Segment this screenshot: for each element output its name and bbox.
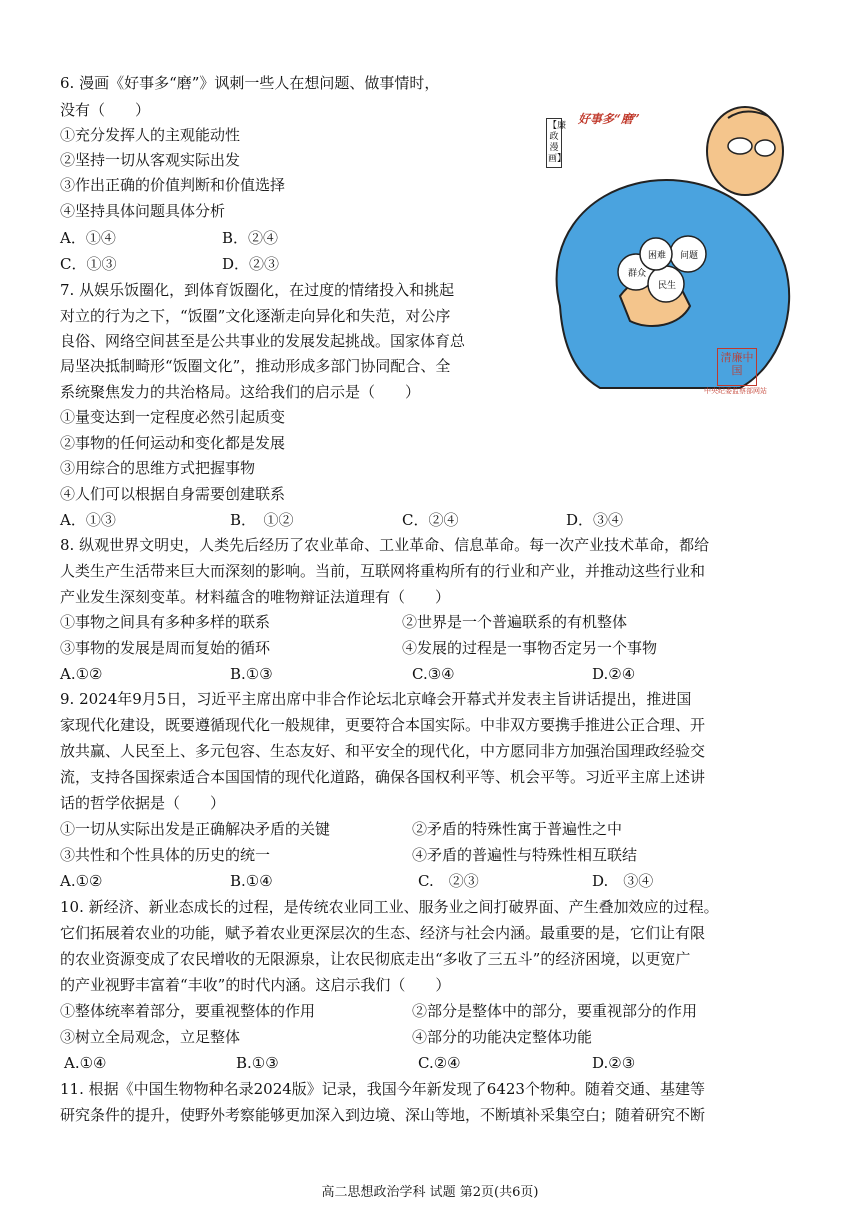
q10-choice-a: A.①④ [64,1054,107,1072]
q7-option-3: ③用综合的思维方式把握事物 [60,459,256,477]
q8-choice-a: A.①② [60,665,103,683]
q6-option-3: ③作出正确的价值判断和价值选择 [60,176,286,194]
q11-stem-line-1: 11. 根据《中国生物物种名录2024版》记录，我国今年新发现了6423个物种。随着交通、基建等 [60,1080,705,1098]
q6-stem-line-2: 没有（ ） [60,101,151,119]
q10-stem-line-4: 的产业视野丰富着“丰收”的时代内涵。这启示我们（ ） [60,976,451,994]
cartoon-title: 好事多“磨” [578,112,640,126]
q9-stem-line-4: 流，支持各国探索适合本国国情的现代化道路，确保各国权利平等、机会平等。习近平主席上述讲 [60,768,706,786]
q10-option-4: ④部分的功能决定整体功能 [412,1028,593,1046]
q11-stem-line-2: 研究条件的提升，使野外考察能够更加深入到边境、深山等地，不断填补采集空白；随着研究不断 [60,1106,706,1124]
q9-stem-line-1: 9. 2024年9月5日，习近平主席出席中非合作论坛北京峰会开幕式并发表主旨讲话提出，推进国 [60,690,692,708]
q6-stem-line-1: 6. 漫画《好事多“磨”》讽刺一些人在想问题、做事情时， [60,74,440,92]
q9-stem-line-5: 话的哲学依据是（ ） [60,794,226,812]
q9-option-3: ③共性和个性具体的历史的统一 [60,846,271,864]
q10-choice-c: C.②④ [418,1054,461,1072]
q6-choice-a: A．①④ [60,229,116,247]
q10-stem-line-2: 它们拓展着农业的功能，赋予着农业更深层次的生态、经济与社会内涵。最重要的是，它们让有限 [60,924,706,942]
q8-option-2: ②世界是一个普遍联系的有机整体 [402,613,628,631]
ball-label-2: 问题 [680,251,699,261]
q10-option-1: ①整体统率着部分，要重视整体的作用 [60,1002,316,1020]
q8-choice-b: B.①③ [230,665,273,683]
q6-choice-d: D．②③ [222,255,280,273]
q7-choice-a: A．①③ [60,511,116,529]
q10-stem-line-1: 10. 新经济、新业态成长的过程，是传统农业同工业、服务业之间打破界面、产生叠加效应的过程。 [60,898,719,916]
q8-option-4: ④发展的过程是一事物否定另一个事物 [402,639,658,657]
q8-option-3: ③事物的发展是周而复始的循环 [60,639,271,657]
q9-stem-line-3: 放共赢、人民至上、多元包容、生态友好、和平安全的现代化，中方愿同非方加强治国理政经验交 [60,742,706,760]
q6-option-2: ②坚持一切从客观实际出发 [60,151,241,169]
ball-label-3: 民生 [658,281,677,291]
q7-option-1: ①量变达到一定程度必然引起质变 [60,408,286,426]
ball-label-4: 困难 [648,251,667,261]
q9-option-4: ④矛盾的普遍性与特殊性相互联结 [412,846,638,864]
q8-stem-line-3: 产业发生深刻变革。材料蕴含的唯物辩证法道理有（ ） [60,588,451,606]
q7-stem-line-3: 良俗、网络空间甚至是公共事业的发展发起挑战。国家体育总 [60,332,466,350]
cartoon-illustration [540,96,808,396]
q6-choice-c: C．①③ [60,255,117,273]
q8-choice-d: D.②④ [592,665,636,683]
q10-choice-b: B.①③ [236,1054,279,1072]
cartoon-side-tag: 【廉政漫画】 [546,118,562,168]
q7-choice-d: D．③④ [566,511,624,529]
q7-stem-line-5: 系统聚焦发力的共治格局。这给我们的启示是（ ） [60,383,421,401]
q7-stem-line-1: 7. 从娱乐饭圈化，到体育饭圈化，在过度的情绪投入和挑起 [60,281,455,299]
q9-option-1: ①一切从实际出发是正确解决矛盾的关键 [60,820,331,838]
q6-choice-b: B．②④ [222,229,279,247]
q7-option-2: ②事物的任何运动和变化都是发展 [60,434,286,452]
cartoon-stamp: 清廉中国 [717,348,757,386]
q8-option-1: ①事物之间具有多种多样的联系 [60,613,271,631]
q8-choice-c: C.③④ [412,665,455,683]
q7-stem-line-2: 对立的行为之下，“饭圈”文化逐渐走向异化和失范，对公序 [60,307,451,325]
cartoon-stamp-caption: 中央纪委监察部网站 [704,387,767,395]
q10-option-2: ②部分是整体中的部分，要重视部分的作用 [412,1002,698,1020]
q6-option-1: ①充分发挥人的主观能动性 [60,126,241,144]
q6-option-4: ④坚持具体问题具体分析 [60,202,226,220]
q10-stem-line-3: 的农业资源变成了农民增收的无限源泉，让农民彻底走出“多收了三五斗”的经济困境，以更宽广 [60,950,691,968]
q9-choice-c: C. ②③ [418,872,479,890]
q7-choice-b: B． ①② [230,511,294,529]
q9-option-2: ②矛盾的特殊性寓于普遍性之中 [412,820,623,838]
ball-label-1: 群众 [628,269,647,279]
q7-option-4: ④人们可以根据自身需要创建联系 [60,485,286,503]
q7-stem-line-4: 局坚决抵制畸形“饭圈文化”，推动形成多部门协同配合、全 [60,357,451,375]
q9-choice-d: D. ③④ [592,872,654,890]
q7-choice-c: C．②④ [402,511,459,529]
q10-choice-d: D.②③ [592,1054,636,1072]
q9-stem-line-2: 家现代化建设，既要遵循现代化一般规律，更要符合本国实际。中非双方要携手推进公正合理、开 [60,716,706,734]
page-footer: 高二思想政治学科 试题 第2页(共6页) [321,1185,539,1200]
q10-option-3: ③树立全局观念，立足整体 [60,1028,241,1046]
q8-stem-line-2: 人类生产生活带来巨大而深刻的影响。当前，互联网将重构所有的行业和产业，并推动这些行业和 [60,562,706,580]
q8-stem-line-1: 8. 纵观世界文明史，人类先后经历了农业革命、工业革命、信息革命。每一次产业技术革命，都给 [60,536,710,554]
q9-choice-a: A.①② [60,872,103,890]
q9-choice-b: B.①④ [230,872,273,890]
